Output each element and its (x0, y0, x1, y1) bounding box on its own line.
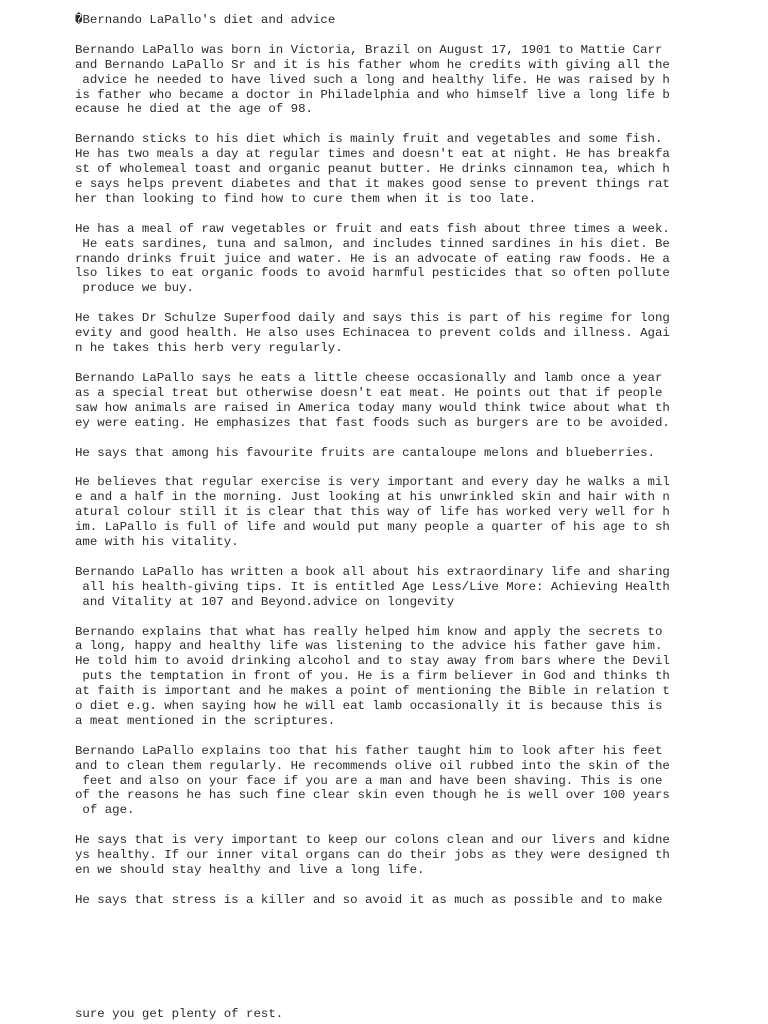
paragraph (75, 833, 685, 878)
paragraph (75, 311, 685, 356)
document-body (75, 13, 685, 923)
text-line: of age. (75, 803, 135, 818)
text-line: lso likes to eat organic foods to avoid harmful pesticides that so often pollute (75, 266, 670, 281)
text-line: He has a meal of raw vegetables or fruit and eats fish about three times a week. (75, 221, 670, 236)
text-line: as a special treat but otherwise doesn't eat meat. He points out that if people (75, 385, 663, 400)
paragraph (75, 132, 685, 206)
text-line: her than looking to find how to cure them when it is too late. (75, 191, 537, 206)
text-line: st of wholemeal toast and organic peanut butter. He drinks cinnamon tea, which h (75, 162, 670, 177)
text-line: He has two meals a day at regular times and doesn't eat at night. He has breakfa (75, 147, 670, 162)
paragraph (75, 744, 685, 818)
text-line: and Vitality at 107 and Beyond.advice on longevity (75, 594, 455, 609)
paragraph (75, 625, 685, 729)
text-line: atural colour still it is clear that this way of life has worked very well for h (75, 505, 670, 520)
text-line: Bernando explains that what has really helped him know and apply the secrets to (75, 624, 663, 639)
text-line: a long, happy and healthy life was listening to the advice his father gave him. (75, 639, 663, 654)
continuation-line: sure you get plenty of rest. (75, 1007, 284, 1021)
text-line: puts the temptation in front of you. He is a firm believer in God and thinks th (75, 669, 670, 684)
text-line: n he takes this herb very regularly. (75, 341, 343, 356)
text-line: He eats sardines, tuna and salmon, and includes tinned sardines in his diet. Be (75, 236, 670, 251)
text-line: im. LaPallo is full of life and would put many people a quarter of his age to sh (75, 520, 670, 535)
text-line: Bernando LaPallo has written a book all about his extraordinary life and sharing (75, 564, 670, 579)
text-line: He says that stress is a killer and so avoid it as much as possible and to make (75, 892, 663, 907)
paragraph (75, 222, 685, 296)
paragraph (75, 565, 685, 610)
text-line: Bernando sticks to his diet which is mainly fruit and vegetables and some fish. (75, 132, 663, 147)
text-line: e says helps prevent diabetes and that it makes good sense to prevent things rat (75, 177, 670, 192)
text-line: Bernando LaPallo was born in Victoria, Brazil on August 17, 1901 to Mattie Carr (75, 42, 663, 57)
paragraph (75, 371, 685, 431)
text-line: e and a half in the morning. Just looking at his unwrinkled skin and hair with n (75, 490, 670, 505)
text-line: and Bernando LaPallo Sr and it is his father whom he credits with giving all the (75, 57, 670, 72)
text-line: and to clean them regularly. He recommends olive oil rubbed into the skin of the (75, 758, 670, 773)
text-line: all his health-giving tips. It is entitled Age Less/Live More: Achieving Health (75, 579, 670, 594)
text-line: ey were eating. He emphasizes that fast foods such as burgers are to be avoided. (75, 415, 670, 430)
text-line: ys healthy. If our inner vital organs can do their jobs as they were designed th (75, 848, 670, 863)
text-line: Bernando LaPallo says he eats a little cheese occasionally and lamb once a year (75, 370, 663, 385)
text-line: He believes that regular exercise is very important and every day he walks a mil (75, 475, 670, 490)
document-title: �Bernando LaPallo's diet and advice (75, 13, 336, 27)
text-line: produce we buy. (75, 281, 194, 296)
paragraph-list (75, 43, 685, 908)
paragraph (75, 893, 685, 908)
text-line: He says that among his favourite fruits are cantaloupe melons and blueberries. (75, 445, 655, 460)
text-line: Bernando LaPallo explains too that his father taught him to look after his feet (75, 743, 663, 758)
text-line: He says that is very important to keep our colons clean and our livers and kidne (75, 833, 670, 848)
text-line: He told him to avoid drinking alcohol and to stay away from bars where the Devil (75, 654, 670, 669)
paragraph (75, 475, 685, 549)
text-line: is father who became a doctor in Philadelphia and who himself live a long life b (75, 87, 670, 102)
text-line: ame with his vitality. (75, 534, 239, 549)
text-line: en we should stay healthy and live a long life. (75, 862, 425, 877)
text-line: He takes Dr Schulze Superfood daily and says this is part of his regime for long (75, 311, 670, 326)
text-line: saw how animals are raised in America today many would think twice about what th (75, 400, 670, 415)
text-line: a meat mentioned in the scriptures. (75, 713, 336, 728)
text-line: o diet e.g. when saying how he will eat lamb occasionally it is because this is (75, 698, 663, 713)
text-line: advice he needed to have lived such a long and healthy life. He was raised by h (75, 72, 670, 87)
text-line: at faith is important and he makes a point of mentioning the Bible in relation t (75, 684, 670, 699)
text-line: evity and good health. He also uses Echinacea to prevent colds and illness. Agai (75, 326, 670, 341)
text-line: rnando drinks fruit juice and water. He is an advocate of eating raw foods. He a (75, 251, 670, 266)
text-line: feet and also on your face if you are a man and have been shaving. This is one (75, 773, 663, 788)
paragraph (75, 43, 685, 117)
text-line: of the reasons he has such fine clear skin even though he is well over 100 years (75, 788, 670, 803)
paragraph (75, 446, 685, 461)
text-line: ecause he died at the age of 98. (75, 102, 313, 117)
